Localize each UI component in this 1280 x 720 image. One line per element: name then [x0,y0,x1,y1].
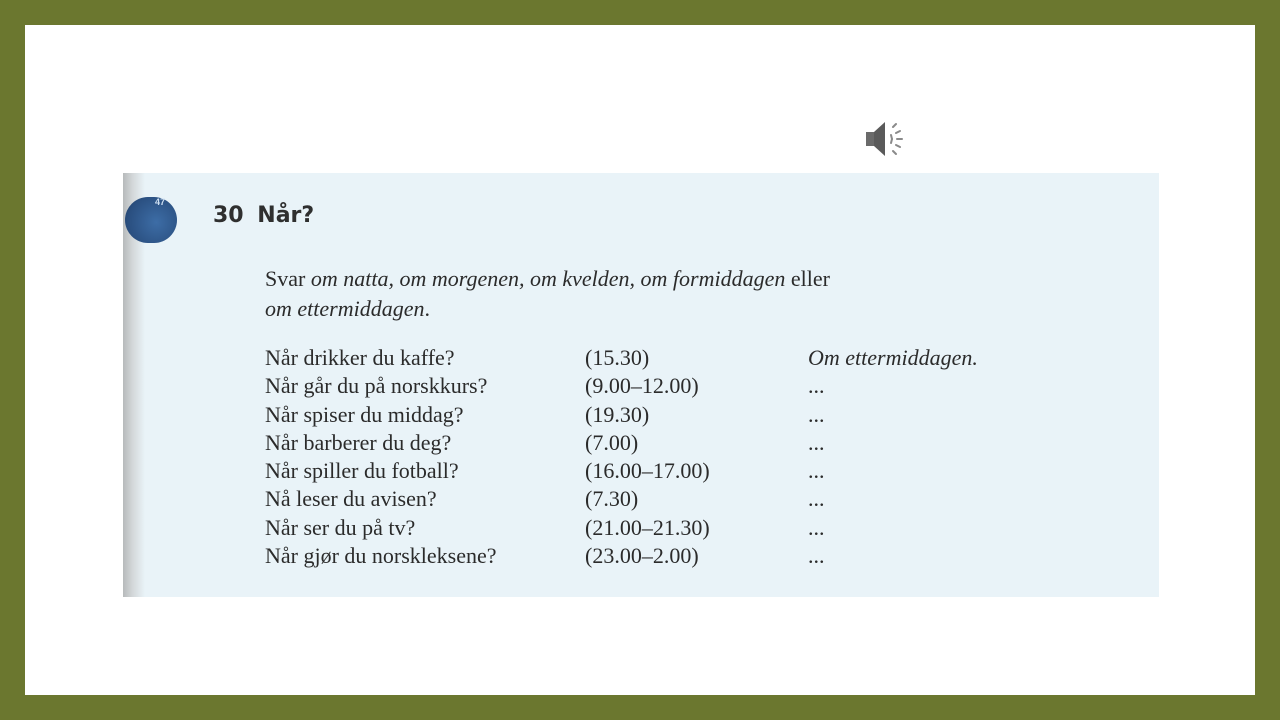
time-range: (9.00–12.00) [585,373,699,399]
time-range: (7.30) [585,486,639,512]
answer-text: ... [808,458,825,484]
question-row [265,543,1025,571]
instruction-prefix: Svar [265,266,311,291]
exercise-number: 30 [213,203,244,228]
question-text: Når ser du på tv? [265,514,416,540]
answer-text: ... [808,486,825,512]
question-text: Nå leser du avisen? [265,486,437,512]
time-range: (21.00–21.30) [585,514,710,540]
question-text: Når barberer du deg? [265,429,452,455]
question-text: Når drikker du kaffe? [265,345,455,370]
answer-text: ... [808,429,825,455]
answer-text: ... [808,543,825,569]
time-range: (15.30) [585,345,650,370]
question-row [265,402,1025,430]
answer-text: ... [808,373,825,399]
question-text: Når spiser du middag? [265,401,464,427]
track-number: 47 [155,197,166,207]
answer-text: Om ettermiddagen. [808,345,978,370]
question-row [265,373,1025,401]
question-text: Når går du på norskkurs? [265,373,488,399]
audio-track-badge [125,197,177,243]
instruction-connector: eller [785,266,830,291]
question-text: Når spiller du fotball? [265,458,459,484]
question-list [265,345,1025,571]
time-range: (23.00–2.00) [585,543,699,569]
exercise-heading [213,203,314,228]
time-range: (16.00–17.00) [585,458,710,484]
exercise-title: Når? [257,203,315,228]
answer-text: ... [808,401,825,427]
instruction-suffix: . [424,296,430,321]
question-row [265,486,1025,514]
question-row [265,515,1025,543]
question-row [265,430,1025,458]
exercise-panel [123,173,1159,597]
question-row [265,458,1025,486]
time-range: (7.00) [585,429,639,455]
question-text: Når gjør du norskleksene? [265,543,497,569]
time-range: (19.30) [585,401,650,427]
instruction-options-2: om ettermiddagen [265,296,425,321]
question-row [265,345,1025,373]
slide [25,25,1255,695]
answer-text: ... [808,514,825,540]
instruction-options-1: om natta, om morgenen, om kvelden, om formiddagen [310,266,786,291]
speaker-icon[interactable] [863,113,915,165]
instruction [265,264,1065,324]
